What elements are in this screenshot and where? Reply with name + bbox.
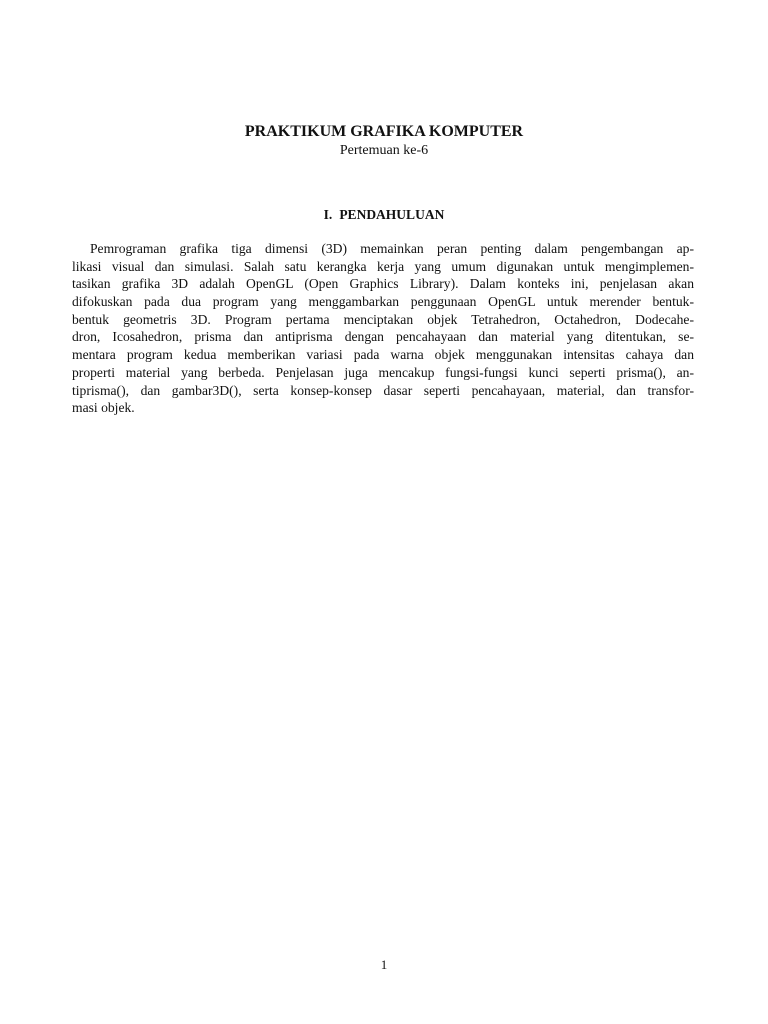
document-title: PRAKTIKUM GRAFIKA KOMPUTER	[244, 123, 524, 140]
section-number: I.	[323, 207, 333, 222]
paragraph-line: properti material yang berbeda. Penjelasan juga mencakup fungsi-fungsi kunci seperti prisma(), an-	[72, 364, 694, 380]
section-heading	[0, 206, 768, 224]
paragraph-line: mentara program kedua memberikan variasi pada warna objek menggunakan intensitas cahaya dan	[72, 347, 694, 363]
document-subtitle: Pertemuan ke-6	[339, 143, 429, 158]
intro-paragraph	[72, 240, 694, 417]
paragraph-line: tasikan grafika 3D adalah OpenGL (Open Graphics Library). Dalam konteks ini, penjelasan akan	[72, 276, 694, 292]
page-number: 1	[380, 957, 388, 972]
paragraph-line: bentuk geometris 3D. Program pertama menciptakan objek Tetrahedron, Octahedron, Dodecahe-	[72, 311, 694, 327]
paragraph-line: masi objek.	[72, 400, 135, 416]
paragraph-line: Pemrograman grafika tiga dimensi (3D) memainkan peran penting dalam pengembangan ap-	[90, 241, 694, 256]
paragraph-line: difokuskan pada dua program yang menggambarkan penggunaan OpenGL untuk merender bentuk-	[72, 294, 694, 310]
paragraph-line: dron, Icosahedron, prisma dan antiprisma dengan pencahayaan dan material yang ditentukan, se-	[72, 329, 694, 345]
paragraph-line: likasi visual dan simulasi. Salah satu kerangka kerja yang umum digunakan untuk mengimplemen-	[72, 258, 694, 274]
section-title: PENDAHULUAN	[339, 207, 445, 222]
paragraph-line: tiprisma(), dan gambar3D(), serta konsep-konsep dasar seperti pencahayaan, material, dan transfor-	[72, 382, 694, 398]
